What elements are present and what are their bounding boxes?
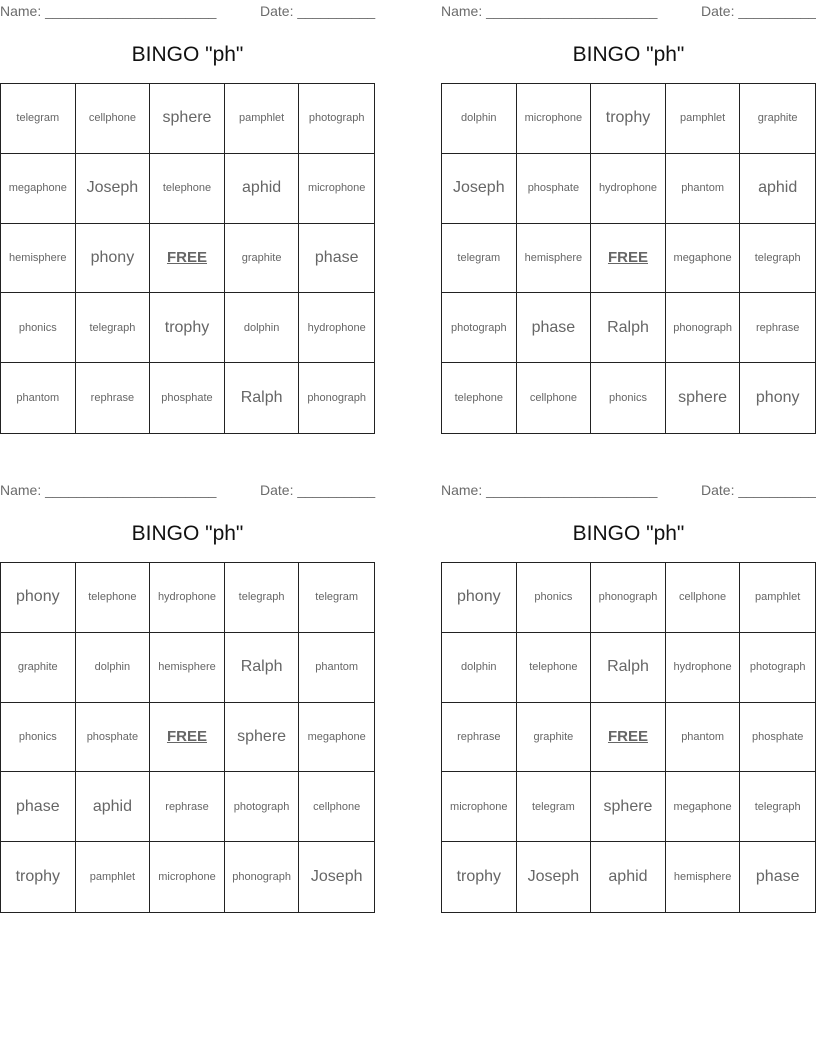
bingo-cell: aphid [76,772,151,842]
bingo-cell: phantom [299,633,374,703]
bingo-cell: megaphone [1,154,76,224]
bingo-cell: dolphin [225,293,300,363]
bingo-cell: telephone [442,363,517,433]
bingo-cell: hydrophone [666,633,741,703]
bingo-cell: phantom [666,154,741,224]
bingo-cell: pamphlet [225,84,300,154]
bingo-cell: megaphone [666,224,741,294]
bingo-cell: aphid [740,154,815,224]
bingo-cell: trophy [1,842,76,912]
bingo-cell: Ralph [591,633,666,703]
bingo-cell: graphite [740,84,815,154]
bingo-cell: Ralph [591,293,666,363]
bingo-cell: telephone [76,563,151,633]
bingo-cell: phase [755,868,800,886]
bingo-cell: hemisphere [150,633,225,703]
bingo-cell: phony [755,389,800,407]
bingo-cell: dolphin [442,633,517,703]
bingo-cell: cellphone [517,363,592,433]
bingo-cell: rephrase [442,703,517,773]
bingo-grid [0,83,375,434]
bingo-cell: sphere [591,772,666,842]
bingo-cell: microphone [517,84,592,154]
bingo-cell: Joseph [517,842,592,912]
bingo-cell: trophy [591,84,666,154]
bingo-cell: telegraph [740,224,815,294]
bingo-cell: pamphlet [666,84,741,154]
bingo-cell: phase [299,224,374,294]
bingo-cell: sphere [666,363,741,433]
bingo-card-3 [0,479,375,911]
bingo-cell: cellphone [76,84,151,154]
bingo-cell: telegraph [76,293,151,363]
bingo-cell: phony [76,224,151,294]
bingo-cell: trophy [442,842,517,912]
bingo-cell: phosphate [740,703,815,773]
date-field-label: Date: __________ [260,3,376,19]
bingo-cell: trophy [150,293,225,363]
card-title: BINGO "ph" [572,522,685,545]
bingo-cell: phosphate [150,363,225,433]
bingo-cell: phosphate [76,703,151,773]
bingo-cell: Joseph [442,154,517,224]
bingo-cell: phonics [517,563,592,633]
name-field-label: Name: ______________________ [441,482,658,498]
bingo-cell: phase [517,293,592,363]
card-title: BINGO "ph" [131,522,244,545]
bingo-cell: hemisphere [1,224,76,294]
bingo-cell: hemisphere [666,842,741,912]
bingo-cell: photograph [225,772,300,842]
bingo-cell: photograph [740,633,815,703]
bingo-cell: phony [1,563,76,633]
bingo-cell: microphone [442,772,517,842]
bingo-cell: aphid [225,154,300,224]
bingo-cell: sphere [225,703,300,773]
bingo-cell: phonograph [307,392,367,405]
bingo-cell: graphite [517,703,592,773]
bingo-cell: megaphone [299,703,374,773]
bingo-cell: hemisphere [517,224,592,294]
bingo-cell: rephrase [150,772,225,842]
bingo-cell: aphid [591,842,666,912]
bingo-cell: cellphone [299,772,374,842]
bingo-cell: phonics [1,293,76,363]
bingo-cell: hydrophone [150,563,225,633]
bingo-cell: telephone [517,633,592,703]
name-field-label: Name: ______________________ [0,3,217,19]
bingo-cell: photograph [442,293,517,363]
bingo-cell: phonics [1,703,76,773]
date-field-label: Date: __________ [701,482,816,498]
bingo-cell: sphere [150,84,225,154]
bingo-grid [441,83,816,434]
card-title: BINGO "ph" [572,43,685,66]
bingo-cell: hydrophone [591,154,666,224]
bingo-cell: rephrase [76,363,151,433]
bingo-cell: microphone [299,154,374,224]
bingo-cell: hydrophone [299,293,374,363]
bingo-card-1 [0,0,375,432]
bingo-card-4 [441,479,816,911]
bingo-cell: phase [1,772,76,842]
bingo-grid [441,562,816,913]
bingo-cell: photograph [299,84,374,154]
bingo-cell: Ralph [225,363,300,433]
bingo-cell: phantom [1,363,76,433]
bingo-cell: phonograph [591,563,666,633]
bingo-cell: graphite [1,633,76,703]
bingo-cell: phonograph [666,293,741,363]
name-field-label: Name: ______________________ [0,482,217,498]
bingo-cell: megaphone [666,772,741,842]
bingo-cell: phonograph [225,842,300,912]
free-space-cell: FREE [150,703,225,773]
free-space-cell: FREE [591,224,666,294]
name-field-label: Name: ______________________ [441,3,658,19]
card-title: BINGO "ph" [131,43,244,66]
bingo-cell: phonics [591,363,666,433]
date-field-label: Date: __________ [260,482,376,498]
bingo-cell: telegram [517,772,592,842]
bingo-cell: telephone [150,154,225,224]
bingo-cell: Joseph [76,154,151,224]
bingo-cell: telegram [1,84,76,154]
bingo-cell: cellphone [666,563,741,633]
bingo-cell: dolphin [76,633,151,703]
bingo-cell: phosphate [517,154,592,224]
date-field-label: Date: __________ [701,3,816,19]
bingo-grid [0,562,375,913]
bingo-cell: graphite [225,224,300,294]
bingo-cell: telegraph [740,772,815,842]
bingo-cell: phantom [666,703,741,773]
bingo-cell: rephrase [740,293,815,363]
bingo-cell: pamphlet [76,842,151,912]
free-space-cell: FREE [150,224,225,294]
bingo-cell: dolphin [442,84,517,154]
free-space-cell: FREE [591,703,666,773]
bingo-cell: phony [442,563,517,633]
bingo-cell: microphone [150,842,225,912]
bingo-cell: Joseph [310,868,363,886]
bingo-cell: telegraph [225,563,300,633]
bingo-cell: Ralph [225,633,300,703]
bingo-cell: pamphlet [740,563,815,633]
bingo-cell: telegram [299,563,374,633]
bingo-card-2 [441,0,816,432]
bingo-cell: telegram [442,224,517,294]
